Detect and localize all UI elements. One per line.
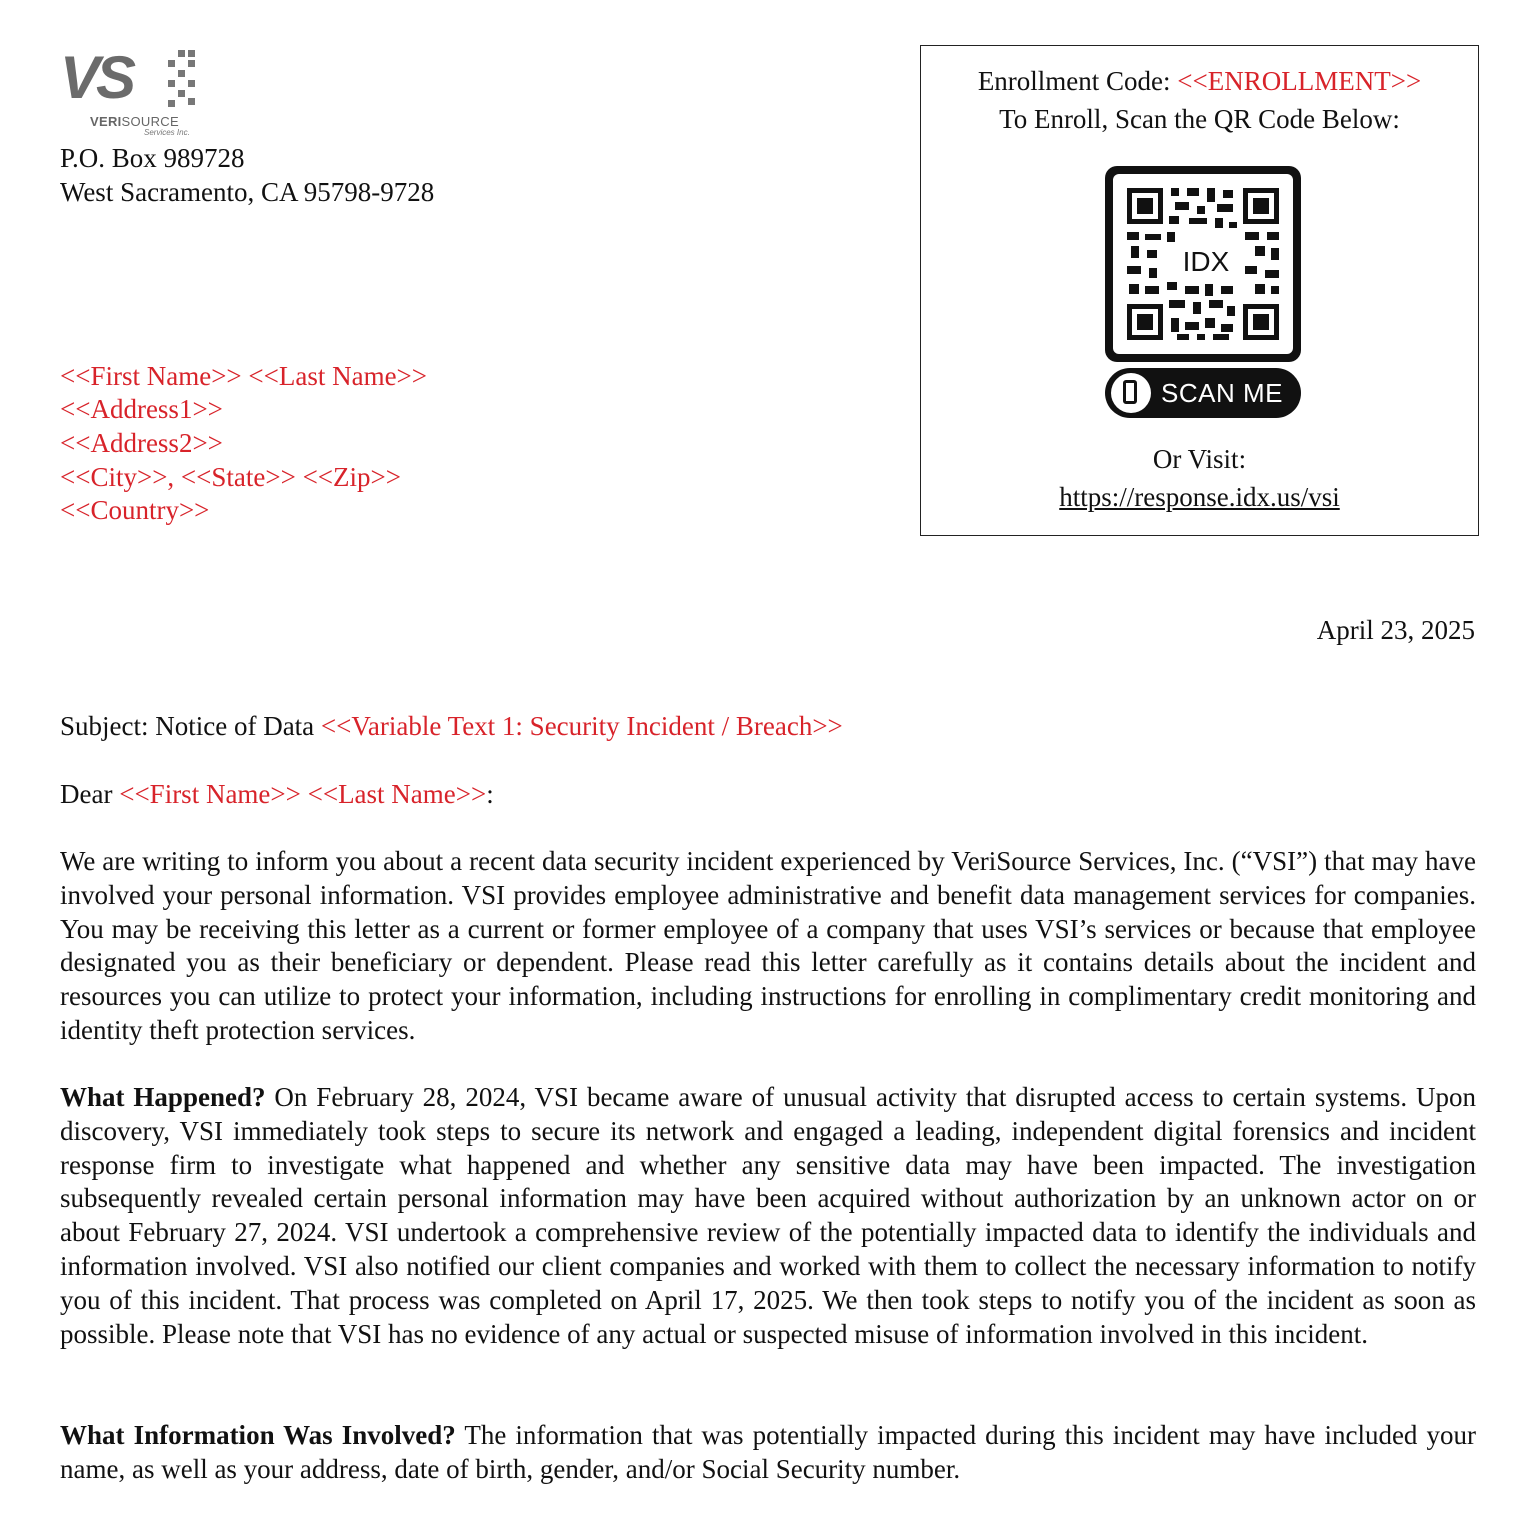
what-happened-heading: What Happened? [60,1082,266,1112]
logo-wordmark: VERISOURCE [90,114,179,129]
qr-center-label: IDX [1182,246,1230,277]
logo-monogram: VS [60,44,133,111]
intro-paragraph: We are writing to inform you about a recent data security incident experienced by VeriSource Services, Inc. (“VSI”) that may have involved your personal information. VSI provides employee administrative and benefit data management services for companies. You may be receiving this letter as a current or former employee of a company that uses VSI’s services or because that employee designated you as their beneficiary or dependent. Please read this letter carefully as it contains details about the incident and resources you can utilize to protect your information, including instructions for enrolling in complimentary credit monitoring and identity theft protection services. [60,846,1476,1045]
return-address-line2: West Sacramento, CA 95798-9728 [60,177,435,207]
phone-icon [1111,373,1151,413]
recipient-country: <<Country>> [60,495,210,525]
enrollment-code-line: Enrollment Code: <<ENROLLMENT>> [977,66,1422,96]
recipient-city-state-zip: <<City>>, <<State>> <<Zip>> [60,462,401,492]
qr-code[interactable] [1105,166,1301,362]
enrollment-url-link[interactable]: https://response.idx.us/vsi [1059,482,1340,512]
logo-pixel-grid [164,50,198,110]
salutation-name: <<First Name>> <<Last Name>> [119,779,487,809]
or-visit-label: Or Visit: [1152,444,1247,474]
recipient-name: <<First Name>> <<Last Name>> [60,361,428,391]
recipient-address2: <<Address2>> [60,428,223,458]
logo-subtitle: Services Inc. [144,128,190,137]
subject-variable: <<Variable Text 1: Security Incident / Breach>> [320,711,843,741]
salutation: Dear <<First Name>> <<Last Name>>: [60,779,494,809]
what-happened-paragraph: What Happened? On February 28, 2024, VSI became aware of unusual activity that disrupted access to certain systems. Upon discovery, VSI immediately took steps to secure its network and engaged a leading, independent digital forensics and incident response firm to investigate what happened and whether any sensitive data may have been impacted. The investigation subsequently revealed certain personal information may have been acquired without authorization by an unknown actor on or about February 27, 2024. VSI undertook a comprehensive review of the potentially impacted data to identify the individuals and information involved. VSI also notified our client companies and worked with them to collect the necessary information to notify you of this incident. That process was completed on April 17, 2025. We then took steps to notify you of the incident as soon as possible. Please note that VSI has no evidence of any actual or suspected misuse of information involved in this incident. [60,1082,1476,1349]
scan-instruction: To Enroll, Scan the QR Code Below: [999,104,1400,134]
enrollment-box [920,45,1479,536]
subject-line: Subject: Notice of Data <<Variable Text 1: Security Incident / Breach>> [60,711,843,741]
verisource-logo [60,44,200,142]
what-info-heading: What Information Was Involved? [60,1420,456,1450]
scan-me-badge: SCAN ME [1105,368,1301,418]
letter-date: April 23, 2025 [1316,615,1475,645]
recipient-address1: <<Address1>> [60,394,223,424]
what-info-paragraph: What Information Was Involved? The information that was potentially impacted during this incident may have included your name, as well as your address, date of birth, gender, and/or Social Security number. [60,1420,1476,1484]
return-address-line1: P.O. Box 989728 [60,143,245,173]
enrollment-code-value: <<ENROLLMENT>> [1177,66,1422,96]
